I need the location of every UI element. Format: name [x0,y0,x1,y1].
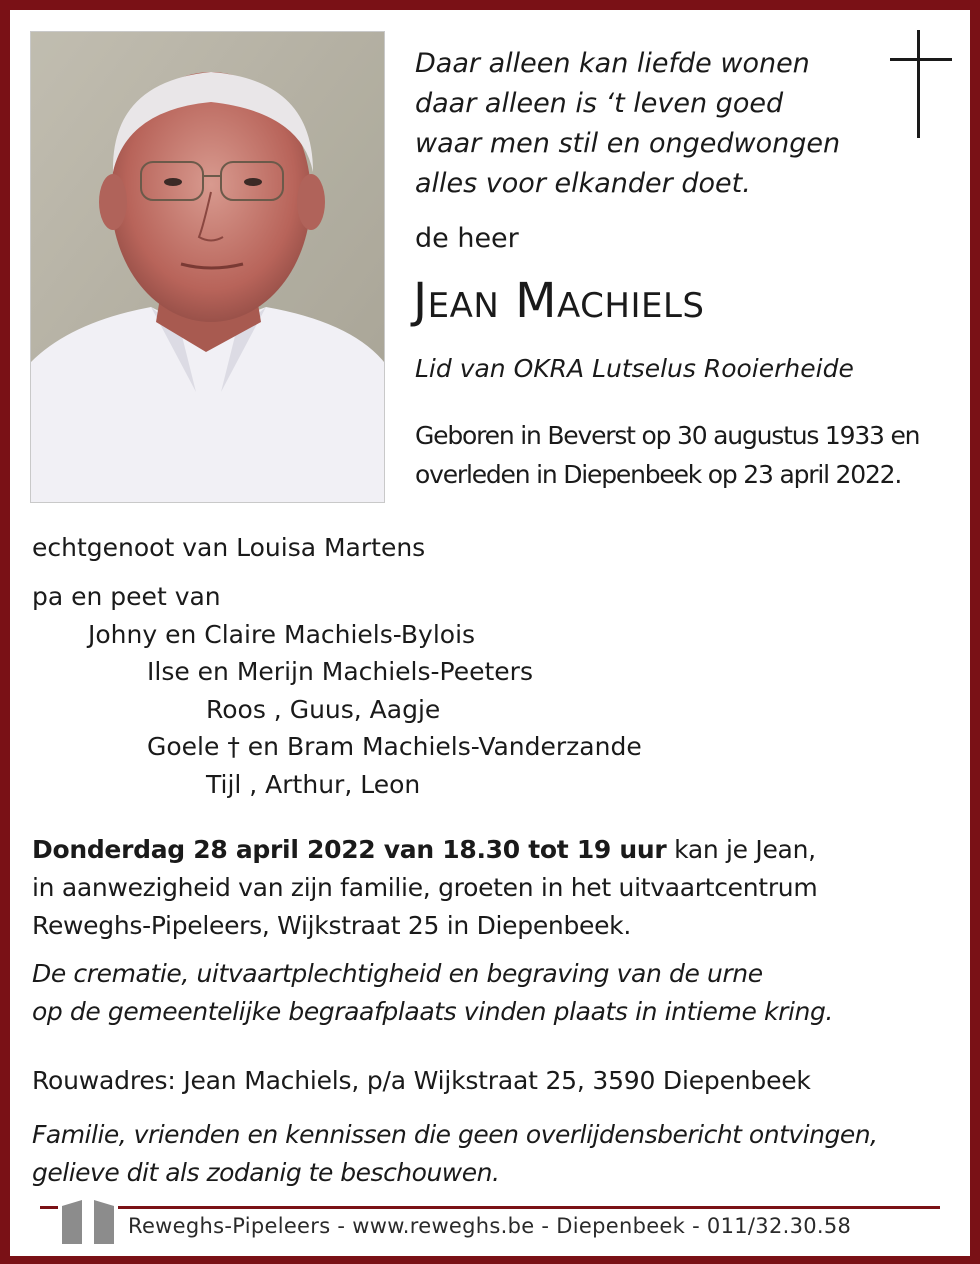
poem-line: alles voor elkander doet. [415,168,751,199]
closing-notice [32,1116,878,1192]
mourning-address: Rouwadres: Jean Machiels, p/a Wijkstraat 25, 3590 Diepenbeek [32,1066,811,1095]
notice-line-2: gelieve dit als zodanig te beschouwen. [32,1158,500,1187]
funeral-home-logo-icon [58,1196,118,1248]
poem-line: waar men stil en ongedwongen [415,128,841,159]
family-member: Goele † en Bram Machiels-Vanderzande [147,732,642,761]
family-intro: pa en peet van [32,582,221,611]
cremation-notice [32,955,833,1031]
family-member: Roos , Guus, Aagje [206,694,441,724]
visitation-line-3: Reweghs-Pipeleers, Wijkstraat 25 in Diepenbeek. [32,911,631,940]
family-member: Johny en Claire Machiels-Bylois [88,619,476,649]
visitation-date: Donderdag 28 april 2022 van 18.30 tot 19 uur [32,835,667,864]
footer-divider [40,1206,940,1209]
deceased-name: Jean Machiels [413,273,705,329]
portrait-photo [30,31,385,503]
family-list [32,578,642,803]
footer-contact: Reweghs-Pipeleers - www.reweghs.be - Diepenbeek - 011/32.30.58 [128,1214,852,1238]
visitation-line-2: in aanwezigheid van zijn familie, groeten in het uitvaartcentrum [32,873,818,902]
cross-icon [890,30,952,138]
cremation-line-1: De crematie, uitvaartplechtigheid en begraving van de urne [32,959,763,988]
spouse: echtgenoot van Louisa Martens [32,533,426,562]
family-member: Ilse en Merijn Machiels-Peeters [147,657,533,686]
visitation-line-1 [32,831,817,869]
notice-line-1: Familie, vrienden en kennissen die geen overlijdensbericht ontvingen, [32,1120,878,1149]
life-dates [415,416,919,494]
visitation-rest: kan je Jean, [666,835,816,864]
family-member: Tijl , Arthur, Leon [206,769,421,799]
visitation [32,831,817,945]
poem-line: daar alleen is ‘t leven goed [415,88,784,119]
cremation-line-2: op de gemeentelijke begraafplaats vinden plaats in intieme kring. [32,997,833,1026]
poem [415,44,840,204]
born-line: Geboren in Beverst op 30 augustus 1933 en [415,421,920,450]
membership: Lid van OKRA Lutselus Rooierheide [415,354,854,383]
died-line: overleden in Diepenbeek op 23 april 2022. [415,460,902,489]
poem-line: Daar alleen kan liefde wonen [415,48,810,79]
honorific: de heer [415,223,519,254]
